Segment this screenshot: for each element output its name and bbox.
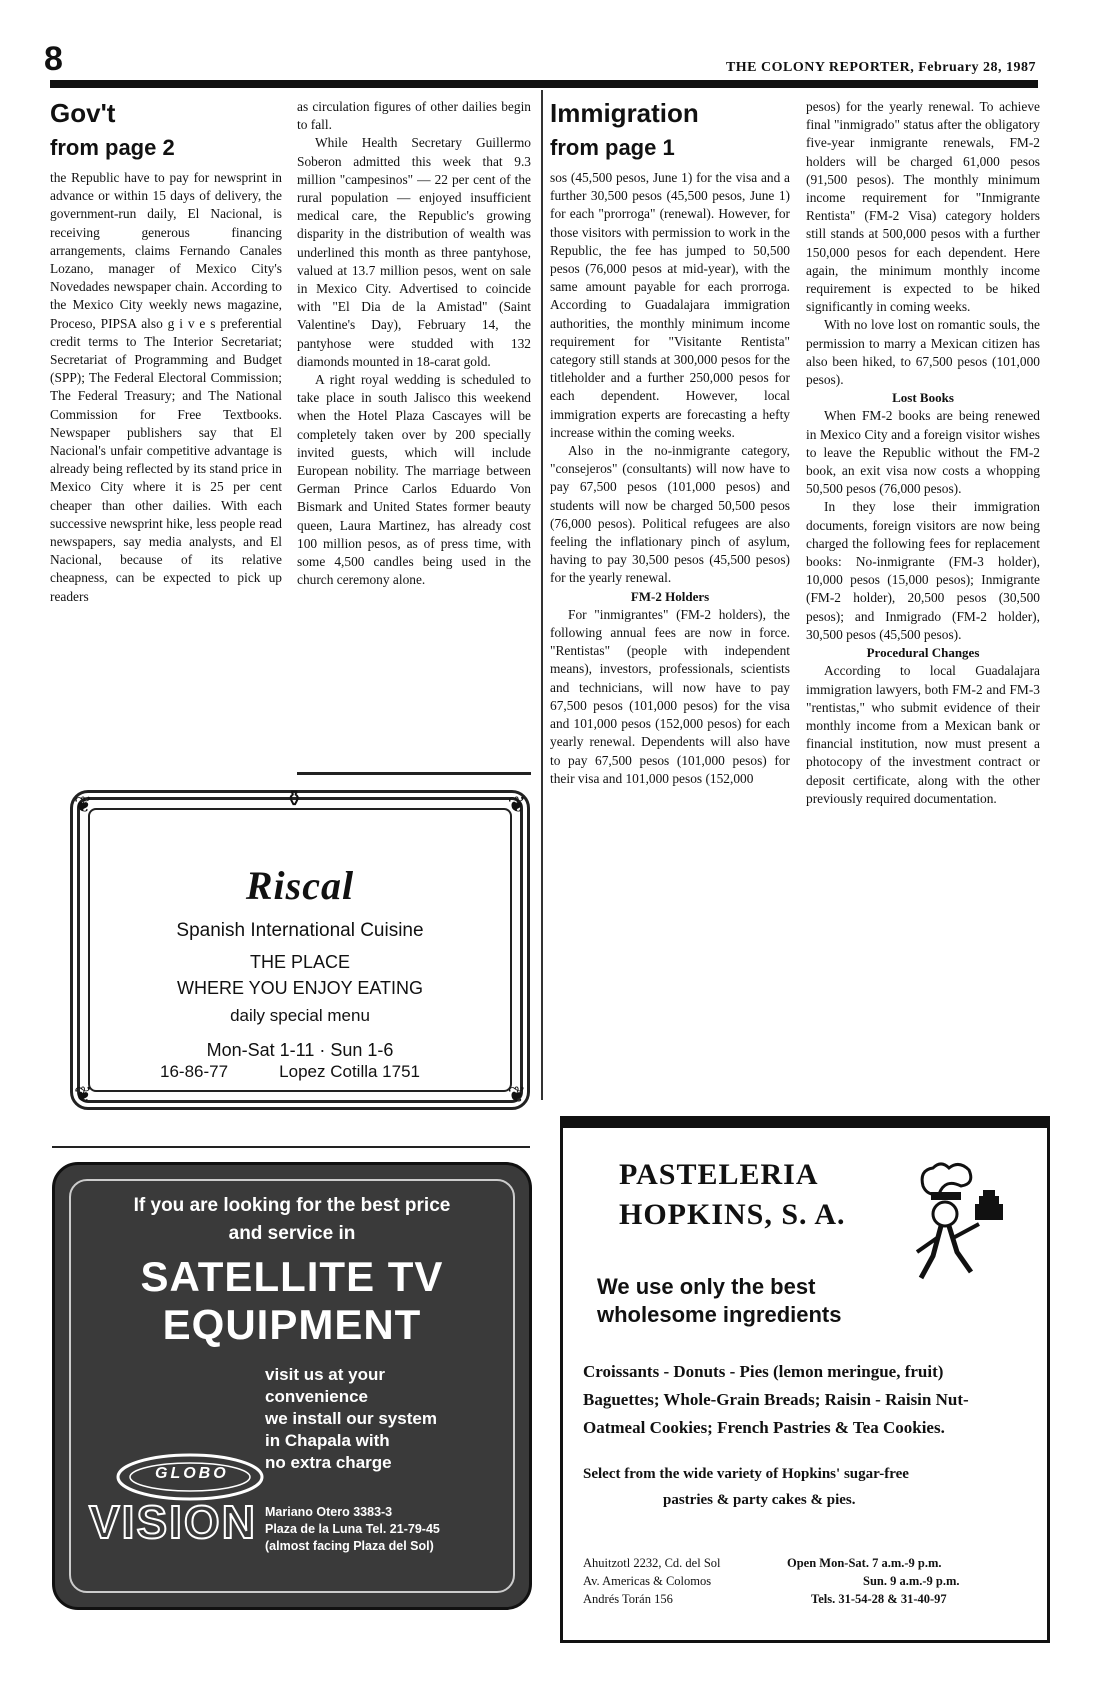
immigration-paragraph: pesos) for the yearly renewal. To achieve final "inmigrado" status after the obligatory five-year inmigrante renewals, FM-2 holders will be charged 61,000 pesos (91,500 pesos). The monthly minimum income requirement for "Inmigrante Rentista" (FM-2 Visa) category holders still stands at 500,000 pesos with a further 150,000 pesos for each dependent. Here again, the minimum monthly income requirement is expected to be hiked significantly in coming weeks.	[806, 99, 1040, 315]
scroll-ornament-icon: ❦	[507, 792, 526, 817]
govt-paragraph: as circulation figures of other dailies begin to fall.	[297, 99, 531, 133]
satellite-tv-ad	[52, 1162, 532, 1610]
riscal-line: THE PLACE	[249, 952, 351, 972]
riscal-logo: Riscal	[245, 863, 355, 908]
immigration-paragraph: sos (45,500 pesos, June 1) for the visa and a further 30,500 pesos (45,500 pesos, June 1) for each "prorroga" (renewal). However, for those visitors with permission to work in the Republic, the fee has jumped to 50,500 pesos (76,000 pesos at mid-year), with the same amount payable for each prorroga. According to Guadalajara immigration authorities, the monthly minimum income requirement for "Visitante Rentista" category still stands at 300,000 pesos for the titleholder and a further 250,000 pesos for each dependent. However, local immigration experts are forecasting a hefty increase within the coming weeks.	[550, 170, 790, 440]
urn-ornament-icon: ⚱	[285, 786, 304, 811]
fm2-holders-heading: FM-2 Holders	[630, 588, 710, 604]
column-divider	[541, 90, 543, 1100]
riscal-restaurant-ad	[70, 786, 530, 1110]
pasteleria-items: Croissants - Donuts - Pies (lemon meringue, fruit)	[583, 1362, 944, 1381]
immigration-paragraph: In they lose their immigration documents, foreign visitors are now being charged the following fees for replacement books: No-inmigrante (FM-3 holder), 10,000 pesos (15,000 pesos); Inmigrante (FM-2 holder), 20,500 pesos (30,500 pesos); and Inmigrado (FM-2 holder), 30,500 pesos (45,500 pesos).	[806, 499, 1040, 642]
pasteleria-hopkins-ad	[560, 1116, 1050, 1643]
govt-column-1	[50, 98, 282, 606]
riscal-tagline: Spanish International Cuisine	[176, 920, 424, 941]
satellite-line: in Chapala with	[265, 1431, 390, 1450]
scroll-ornament-icon: ❦	[74, 792, 93, 817]
column-end-rule	[297, 772, 531, 775]
immigration-column-2	[806, 98, 1040, 808]
immigration-paragraph: Also in the no-inmigrante category, "consejeros" (consultants) will now have to pay 67,500 pesos (101,000 pesos) and students will now be charged 50,500 pesos (76,000 pesos). Political refugees are also feeling the inflationary pinch of asylum, having to pay 30,500 pesos (45,500 pesos) for the yearly renewal.	[550, 443, 790, 586]
pasteleria-items: Baguettes; Whole-Grain Breads; Raisin - Raisin Nut-	[583, 1390, 969, 1409]
satellite-line: and service in	[228, 1223, 356, 1244]
vision-logo-text: VISION	[89, 1496, 257, 1548]
chef-carrying-cake-icon	[903, 1158, 1013, 1288]
govt-column-2	[297, 98, 531, 589]
immigration-paragraph: For "inmigrantes" (FM-2 holders), the following annual fees are now in force. "Rentistas" (people with independent means), investors, professionals, scientists and technicians, will now have to pay 67,500 pesos (101,000 pesos) for the visa and 101,000 pesos (152,000 pesos) for each yearly renewal. Dependents will also have to pay 67,500 pesos (101,000 pesos) for their visa and 101,000 pesos (152,000	[550, 606, 790, 786]
immigration-paragraph: According to local Guadalajara immigration lawyers, both FM-2 and FM-3 "rentistas," who submit evidence of their monthly income from a Mexican bank or financial institution, now must present a photocopy of the investment contract or deposit certificate, along with the other previously required documentation.	[806, 663, 1040, 806]
satellite-headline: EQUIPMENT	[162, 1301, 422, 1348]
satellite-line: If you are looking for the best price	[133, 1195, 451, 1216]
pasteleria-address: Andrés Torán 156	[583, 1592, 673, 1606]
pasteleria-hours: Sun. 9 a.m.-9 p.m.	[863, 1574, 960, 1588]
pasteleria-select-text: Select from the wide variety of Hopkins' sugar-free	[583, 1466, 909, 1482]
globo-logo-text: GLOBO	[155, 1465, 229, 1482]
immigration-paragraph: With no love lost on romantic souls, the permission to marry a Mexican citizen has also been hiked, to 67,500 pesos (101,000 pesos).	[806, 317, 1040, 388]
immigration-headline: Immigration	[550, 98, 699, 128]
immigration-paragraph: When FM-2 books are being renewed in Mexico City and a foreign visitor wishes to leave the Republic without the FM-2 book, an exit visa now costs a whopping 50,500 pesos (76,000 pesos).	[806, 408, 1040, 497]
procedural-changes-heading: Procedural Changes	[866, 645, 980, 661]
pasteleria-phones: Tels. 31-54-28 & 31-40-97	[811, 1592, 947, 1606]
govt-paragraph: While Health Secretary Guillermo Soberon admitted this week that 9.3 million "campesinos" — 22 per cent of the rural population — enjoyed insufficient medical care, the Republic's growing disparity in the distribution of wealth was underlined this month as three pantyhose, valued at 13.7 million pesos, went on sale in Mexico City. Advertised to coincide with "El Dia de la Amistad" (Saint Valentine's Day), February 14, the pantyhose were studded with 132 diamonds mounted in 18-carat gold.	[297, 135, 531, 369]
pasteleria-slogan: We use only the best	[597, 1274, 816, 1299]
pasteleria-address: Av. Americas & Colomos	[583, 1574, 712, 1588]
satellite-address: Mariano Otero 3383-3	[265, 1505, 393, 1519]
satellite-address: Plaza de la Luna Tel. 21-79-45	[265, 1522, 440, 1536]
satellite-line: no extra charge	[265, 1453, 392, 1472]
ad-divider	[52, 1146, 530, 1148]
riscal-address: Lopez Cotilla 1751	[279, 1062, 420, 1081]
govt-paragraph: A right royal wedding is scheduled to take place in south Jalisco this weekend when the Hotel Plaza Cascayes will be completely taken over by 200 specially invited guests, which will include European nobility. The marriage between German Prince Carlos Eduardo Von Bismark and United States former beauty queen, Laura Martinez, has already cost 100 million pesos, as of press time, with some 4,500 candles being used in the church ceremony alone.	[297, 372, 531, 588]
header-rule	[50, 80, 1038, 88]
satellite-address: (almost facing Plaza del Sol)	[265, 1539, 434, 1553]
satellite-line: visit us at your	[265, 1365, 385, 1384]
pasteleria-name: PASTELERIA	[619, 1158, 819, 1191]
govt-paragraph: the Republic have to pay for newsprint in advance or within 15 days of delivery, the government-run daily, El Nacional, is receiving generous financing arrangements, claims Fernando Canales Lozano, manager of Mexico City's Novedades newspaper chain. According to the Mexico City weekly news magazine, Proceso, PIPSA also g i v e s preferential credit terms to The Interior Secretariat; Secretariat of Programming and Budget (SPP); The Federal Electoral Commission; The Federal Treasury; and The National Commission for Free Textbooks. Newspaper publishers say that El Nacional's unfair competitive advantage is already being reflected by its stand price in Mexico City where it is 25 per cent cheaper than other dailies. With each successive newsprint hike, less people read newspapers, say media analysts, and El Nacional, because of its relative cheapness, can be expected to pick up readers	[50, 170, 282, 604]
pasteleria-address: Ahuitzotl 2232, Cd. del Sol	[583, 1556, 721, 1570]
page-number: 8	[44, 40, 63, 78]
satellite-line: convenience	[265, 1387, 368, 1406]
riscal-phone: 16-86-77	[160, 1062, 229, 1081]
govt-subhead: from page 2	[50, 135, 175, 160]
riscal-line: WHERE YOU ENJOY EATING	[176, 978, 424, 998]
running-head: THE COLONY REPORTER, February 28, 1987	[725, 60, 1036, 75]
immigration-subhead: from page 1	[550, 135, 675, 160]
riscal-line: daily special menu	[230, 1006, 370, 1025]
satellite-headline: SATELLITE TV	[140, 1253, 444, 1300]
riscal-hours: Mon-Sat 1-11 · Sun 1-6	[206, 1040, 394, 1060]
pasteleria-items: Oatmeal Cookies; French Pastries & Tea Cookies.	[583, 1418, 945, 1437]
pasteleria-hours: Open Mon-Sat. 7 a.m.-9 p.m.	[787, 1556, 942, 1570]
satellite-line: we install our system	[265, 1409, 437, 1428]
scroll-ornament-icon: ❦	[507, 1082, 526, 1107]
pasteleria-name: HOPKINS, S. A.	[619, 1198, 846, 1231]
lost-books-heading: Lost Books	[892, 390, 954, 406]
govt-headline: Gov't	[50, 98, 116, 128]
pasteleria-select-text: pastries & party cakes & pies.	[663, 1492, 856, 1508]
pasteleria-slogan: wholesome ingredients	[597, 1302, 842, 1327]
scroll-ornament-icon: ❦	[74, 1082, 93, 1107]
immigration-column-1	[550, 98, 790, 788]
